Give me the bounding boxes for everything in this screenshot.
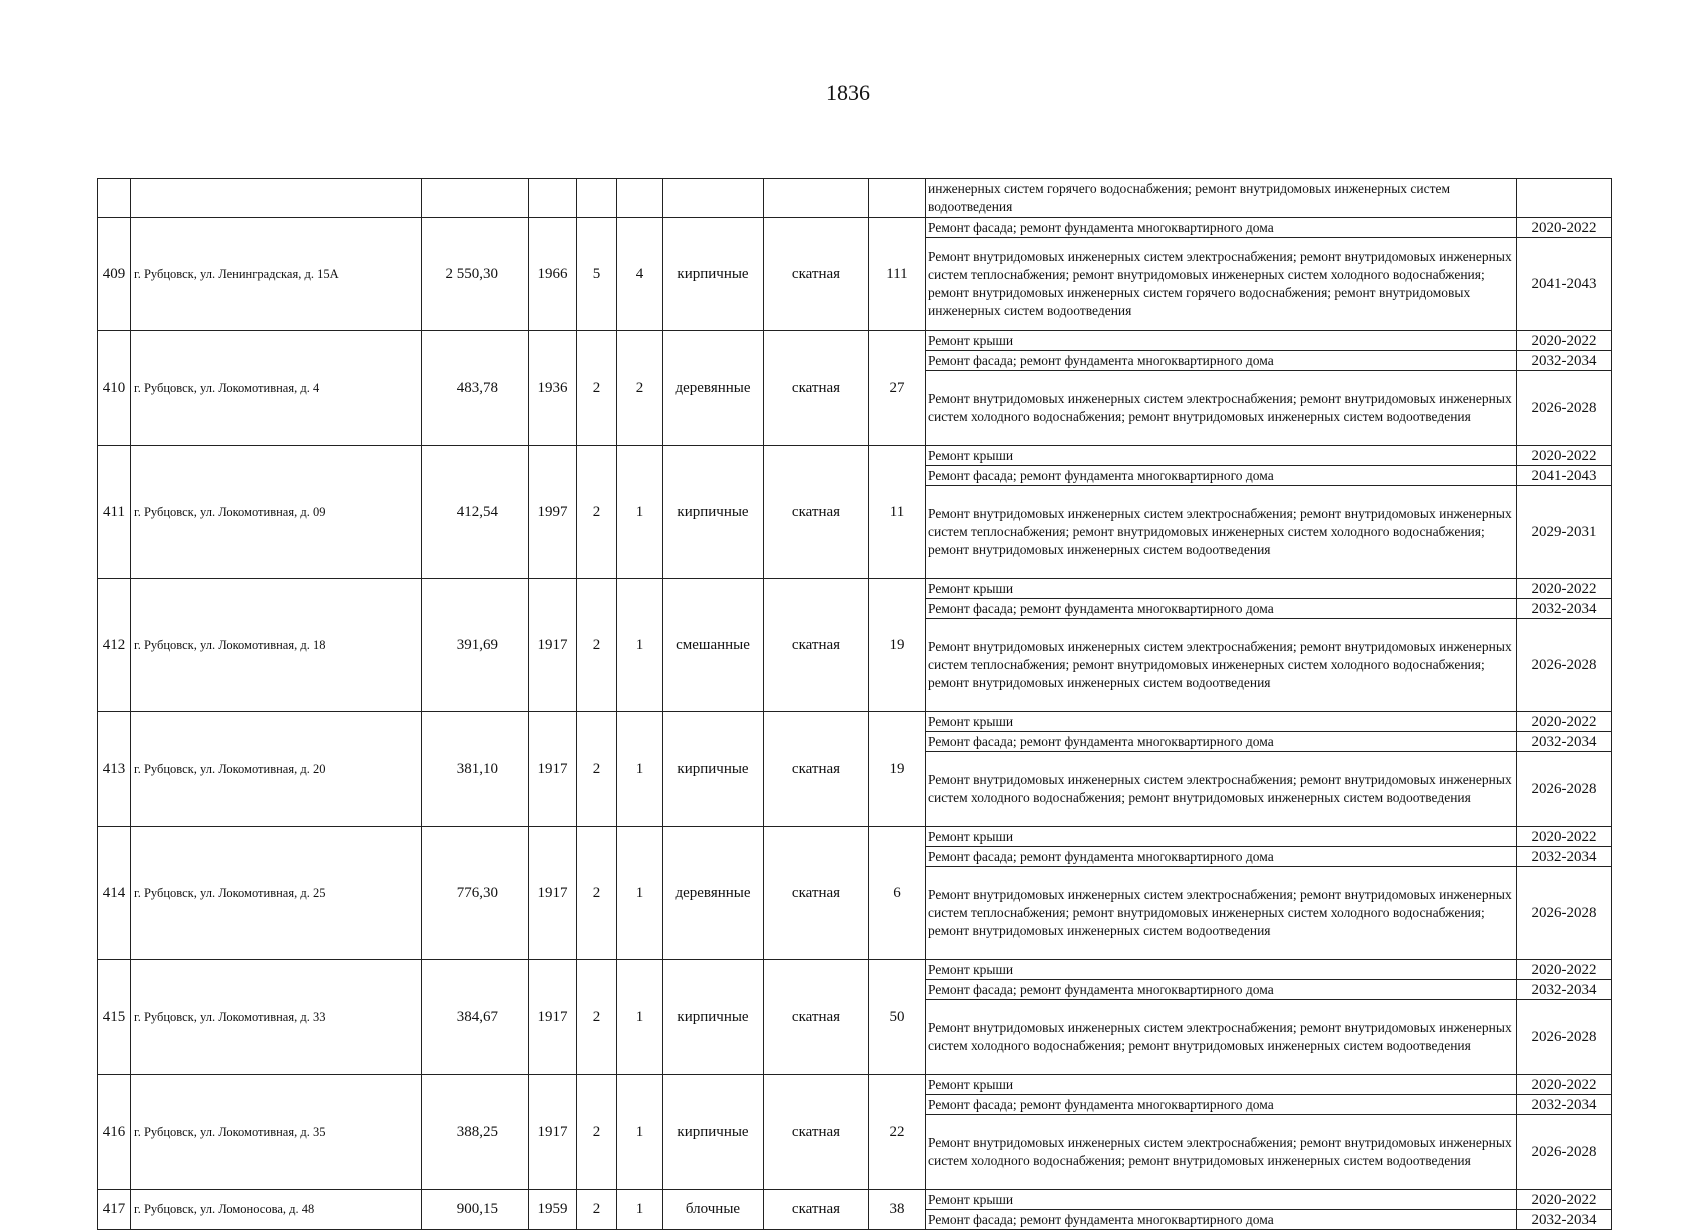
empty-cell [98,179,131,218]
row-address: г. Рубцовск, ул. Локомотивная, д. 33 [131,960,422,1075]
table-row [98,579,1612,599]
work-description: Ремонт фасада; ремонт фундамента многоквартирного дома [926,1095,1517,1115]
row-walls: кирпичные [663,446,764,579]
row-address: г. Рубцовск, ул. Локомотивная, д. 4 [131,331,422,446]
work-period: 2026-2028 [1517,619,1612,712]
work-period: 2032-2034 [1517,599,1612,619]
work-period: 2032-2034 [1517,847,1612,867]
row-residents: 22 [869,1075,926,1190]
work-period: 2020-2022 [1517,446,1612,466]
row-year: 1917 [529,712,577,827]
row-floors: 2 [577,960,617,1075]
work-description: Ремонт крыши [926,331,1517,351]
row-area: 388,25 [422,1075,529,1190]
row-roof: скатная [764,712,869,827]
row-year: 1997 [529,446,577,579]
row-residents: 6 [869,827,926,960]
work-period: 2026-2028 [1517,1115,1612,1190]
row-entrances: 1 [617,446,663,579]
row-area: 412,54 [422,446,529,579]
work-description: Ремонт фасада; ремонт фундамента многоквартирного дома [926,218,1517,238]
work-description: Ремонт внутридомовых инженерных систем электроснабжения; ремонт внутридомовых инженерных систем холодного водоснабжения; ремонт внутридомовых инженерных систем водоотведения [926,752,1517,827]
row-area: 900,15 [422,1190,529,1230]
work-description: Ремонт крыши [926,712,1517,732]
work-period: 2026-2028 [1517,1000,1612,1075]
work-description: Ремонт крыши [926,1075,1517,1095]
work-description: Ремонт внутридомовых инженерных систем электроснабжения; ремонт внутридомовых инженерных систем теплоснабжения; ремонт внутридомовых инженерных систем холодного водоснабжения; ремонт внутридомовых инженерных систем водоотведения [926,867,1517,960]
table-row [98,827,1612,847]
carryover-period [1517,179,1612,218]
row-roof: скатная [764,1075,869,1190]
work-description: Ремонт фасада; ремонт фундамента многоквартирного дома [926,980,1517,1000]
work-description: Ремонт фасада; ремонт фундамента многоквартирного дома [926,351,1517,371]
table-row [98,446,1612,466]
row-walls: смешанные [663,579,764,712]
work-period: 2032-2034 [1517,980,1612,1000]
work-period: 2041-2043 [1517,238,1612,331]
table-row [98,331,1612,351]
row-floors: 2 [577,827,617,960]
row-walls: деревянные [663,331,764,446]
work-description: Ремонт крыши [926,960,1517,980]
work-period: 2032-2034 [1517,1095,1612,1115]
page-number: 1836 [826,80,870,105]
work-period: 2041-2043 [1517,466,1612,486]
row-walls: кирпичные [663,218,764,331]
row-area: 391,69 [422,579,529,712]
row-year: 1966 [529,218,577,331]
work-description: Ремонт крыши [926,579,1517,599]
empty-cell [663,179,764,218]
work-description: Ремонт крыши [926,827,1517,847]
work-period: 2020-2022 [1517,1075,1612,1095]
work-description: Ремонт внутридомовых инженерных систем электроснабжения; ремонт внутридомовых инженерных систем теплоснабжения; ремонт внутридомовых инженерных систем холодного водоснабжения; ремонт внутридомовых инженерных систем водоотведения [926,486,1517,579]
table-row [98,712,1612,732]
row-residents: 19 [869,712,926,827]
row-walls: кирпичные [663,712,764,827]
work-description: Ремонт крыши [926,1190,1517,1210]
row-roof: скатная [764,960,869,1075]
row-entrances: 4 [617,218,663,331]
row-number: 414 [98,827,131,960]
row-entrances: 2 [617,331,663,446]
row-number: 411 [98,446,131,579]
row-year: 1917 [529,827,577,960]
work-period: 2032-2034 [1517,732,1612,752]
row-roof: скатная [764,218,869,331]
work-period: 2020-2022 [1517,1190,1612,1210]
empty-cell [577,179,617,218]
work-period: 2026-2028 [1517,752,1612,827]
work-period: 2020-2022 [1517,960,1612,980]
work-period: 2020-2022 [1517,579,1612,599]
row-entrances: 1 [617,579,663,712]
row-residents: 19 [869,579,926,712]
row-address: г. Рубцовск, ул. Локомотивная, д. 35 [131,1075,422,1190]
work-description: Ремонт фасада; ремонт фундамента многоквартирного дома [926,1210,1517,1230]
work-description: Ремонт фасада; ремонт фундамента многоквартирного дома [926,466,1517,486]
row-walls: блочные [663,1190,764,1230]
work-period: 2026-2028 [1517,371,1612,446]
work-description: Ремонт фасада; ремонт фундамента многоквартирного дома [926,599,1517,619]
table-row [98,218,1612,238]
row-floors: 2 [577,446,617,579]
work-description: Ремонт внутридомовых инженерных систем электроснабжения; ремонт внутридомовых инженерных систем холодного водоснабжения; ремонт внутридомовых инженерных систем водоотведения [926,1115,1517,1190]
row-entrances: 1 [617,960,663,1075]
row-year: 1959 [529,1190,577,1230]
work-period: 2020-2022 [1517,827,1612,847]
row-walls: деревянные [663,827,764,960]
row-address: г. Рубцовск, ул. Локомотивная, д. 18 [131,579,422,712]
row-walls: кирпичные [663,1075,764,1190]
row-walls: кирпичные [663,960,764,1075]
row-residents: 111 [869,218,926,331]
work-period: 2020-2022 [1517,331,1612,351]
row-number: 409 [98,218,131,331]
row-entrances: 1 [617,1190,663,1230]
row-number: 416 [98,1075,131,1190]
empty-cell [869,179,926,218]
row-roof: скатная [764,827,869,960]
table-row [98,960,1612,980]
empty-cell [764,179,869,218]
work-period: 2032-2034 [1517,1210,1612,1230]
row-address: г. Рубцовск, ул. Локомотивная, д. 20 [131,712,422,827]
empty-cell [617,179,663,218]
work-period: 2020-2022 [1517,712,1612,732]
repair-schedule-table [97,178,1612,1230]
row-number: 412 [98,579,131,712]
work-description: Ремонт крыши [926,446,1517,466]
work-description: Ремонт фасада; ремонт фундамента многоквартирного дома [926,732,1517,752]
row-number: 410 [98,331,131,446]
work-period: 2029-2031 [1517,486,1612,579]
row-floors: 5 [577,218,617,331]
row-area: 483,78 [422,331,529,446]
row-roof: скатная [764,579,869,712]
row-floors: 2 [577,712,617,827]
empty-cell [131,179,422,218]
work-description: Ремонт фасада; ремонт фундамента многоквартирного дома [926,847,1517,867]
row-entrances: 1 [617,712,663,827]
row-number: 413 [98,712,131,827]
row-residents: 50 [869,960,926,1075]
row-residents: 11 [869,446,926,579]
row-address: г. Рубцовск, ул. Ленинградская, д. 15А [131,218,422,331]
row-area: 2 550,30 [422,218,529,331]
row-residents: 27 [869,331,926,446]
row-year: 1936 [529,331,577,446]
row-roof: скатная [764,1190,869,1230]
empty-cell [529,179,577,218]
row-floors: 2 [577,331,617,446]
work-description: Ремонт внутридомовых инженерных систем электроснабжения; ремонт внутридомовых инженерных систем холодного водоснабжения; ремонт внутридомовых инженерных систем водоотведения [926,371,1517,446]
row-floors: 2 [577,1190,617,1230]
work-period: 2020-2022 [1517,218,1612,238]
row-roof: скатная [764,446,869,579]
work-period: 2032-2034 [1517,351,1612,371]
empty-cell [422,179,529,218]
row-roof: скатная [764,331,869,446]
row-area: 384,67 [422,960,529,1075]
work-period: 2026-2028 [1517,867,1612,960]
row-floors: 2 [577,1075,617,1190]
carryover-row [98,179,1612,218]
row-number: 415 [98,960,131,1075]
row-area: 776,30 [422,827,529,960]
row-entrances: 1 [617,1075,663,1190]
table-row [98,1075,1612,1095]
row-year: 1917 [529,1075,577,1190]
row-area: 381,10 [422,712,529,827]
row-year: 1917 [529,960,577,1075]
row-entrances: 1 [617,827,663,960]
work-description: Ремонт внутридомовых инженерных систем электроснабжения; ремонт внутридомовых инженерных систем теплоснабжения; ремонт внутридомовых инженерных систем холодного водоснабжения; ремонт внутридомовых инженерных систем горячего водоснабжения; ремонт внутридомовых инженерных систем водоотведения [926,238,1517,331]
row-year: 1917 [529,579,577,712]
row-residents: 38 [869,1190,926,1230]
work-description: Ремонт внутридомовых инженерных систем электроснабжения; ремонт внутридомовых инженерных систем холодного водоснабжения; ремонт внутридомовых инженерных систем водоотведения [926,1000,1517,1075]
work-description: Ремонт внутридомовых инженерных систем электроснабжения; ремонт внутридомовых инженерных систем теплоснабжения; ремонт внутридомовых инженерных систем холодного водоснабжения; ремонт внутридомовых инженерных систем водоотведения [926,619,1517,712]
row-floors: 2 [577,579,617,712]
row-address: г. Рубцовск, ул. Ломоносова, д. 48 [131,1190,422,1230]
row-number: 417 [98,1190,131,1230]
row-address: г. Рубцовск, ул. Локомотивная, д. 25 [131,827,422,960]
carryover-work: инженерных систем горячего водоснабжения; ремонт внутридомовых инженерных систем водоотведения [926,179,1517,218]
row-address: г. Рубцовск, ул. Локомотивная, д. 09 [131,446,422,579]
